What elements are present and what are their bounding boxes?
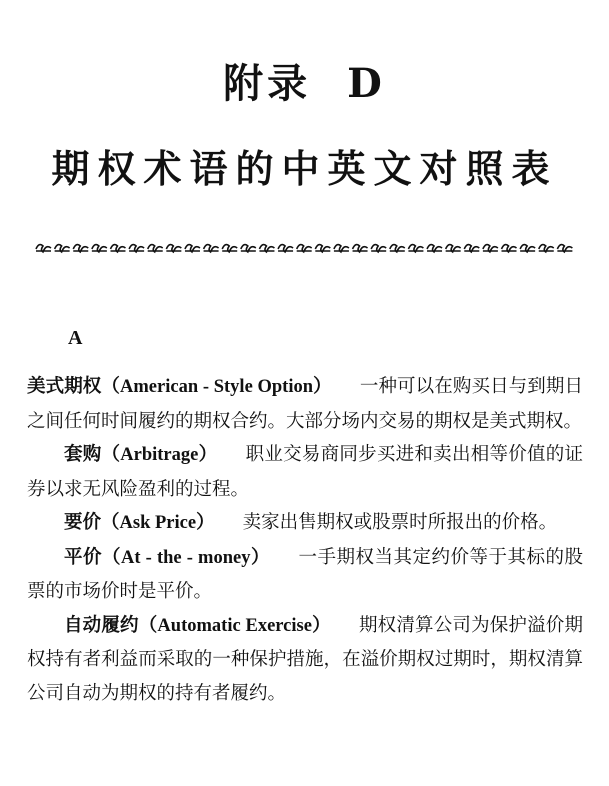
appendix-heading <box>0 52 609 109</box>
term-english: （American - Style Option） <box>101 377 332 397</box>
term-chinese: 套购 <box>64 444 102 465</box>
ornament-motif <box>278 245 293 252</box>
ornament-motif <box>166 245 181 252</box>
ornament-motif <box>222 245 237 252</box>
ornament-motif <box>129 245 144 252</box>
term-definition: 期权清算公司为保护溢价期权持有者利益而采取的一种保护措施，在溢价期权过期时，期权清算公司自动为期权的持有者履约。 <box>27 614 583 704</box>
term-english: （Automatic Exercise） <box>138 615 331 636</box>
ornament-motif <box>464 245 479 252</box>
term-definition: 职业交易商同步买进和卖出相等价值的证券以求无风险盈利的过程。 <box>27 444 583 500</box>
ornament-motif <box>483 245 498 252</box>
glossary-entries <box>27 370 583 710</box>
ornament-motif <box>55 245 70 252</box>
ornament-motif <box>539 245 554 252</box>
appendix-letter: D <box>347 60 386 107</box>
ornament-motif <box>334 245 349 252</box>
ornament-motif <box>259 245 274 252</box>
term-english: （Arbitrage） <box>101 445 218 465</box>
term-definition: 卖家出售期权或股票时所报出的价格。 <box>242 512 558 533</box>
ornament-motif <box>241 245 256 252</box>
term-english: （At - the - money） <box>102 547 270 568</box>
ornament-motif <box>520 245 535 252</box>
term-chinese: 要价 <box>64 512 102 533</box>
ornament-motif <box>427 245 442 252</box>
ornament-motif <box>185 245 200 252</box>
glossary-entry <box>27 541 583 609</box>
ornament-motif <box>502 245 517 252</box>
glossary-entry <box>27 506 583 541</box>
term-chinese: 美式期权 <box>27 376 102 397</box>
page-title: 期权术语的中英文对照表 <box>51 146 558 191</box>
ornament-motif <box>557 245 572 252</box>
ornament-motif <box>36 245 51 252</box>
ornament-motif <box>408 245 423 252</box>
appendix-label: 附录 <box>223 60 312 107</box>
ornament-motif <box>73 245 88 252</box>
glossary-entry <box>27 438 583 506</box>
glossary-entry <box>27 609 583 711</box>
term-chinese: 平价 <box>64 546 103 568</box>
term-english: （Ask Price） <box>101 513 215 533</box>
ornament-motif <box>390 245 405 252</box>
ornament-motif <box>148 245 163 252</box>
ornament-divider <box>34 236 574 256</box>
term-chinese: 自动履约 <box>64 614 139 636</box>
ornament-motif <box>297 245 312 252</box>
section-letter: A <box>68 327 83 349</box>
ornament-motif <box>110 245 125 252</box>
ornament-motif <box>204 245 219 252</box>
ornament-motif <box>315 245 330 252</box>
glossary-entry <box>27 370 583 438</box>
ornament-motif <box>371 245 386 252</box>
ornament-motif <box>446 245 461 252</box>
term-definition: 一手期权当其定约价等于其标的股票的市场价时是平价。 <box>27 546 583 602</box>
term-definition: 一种可以在购买日与到期日之间任何时间履约的期权合约。大部分场内交易的期权是美式期权。 <box>27 376 583 432</box>
ornament-motif <box>353 245 368 252</box>
ornament-motif <box>92 245 107 252</box>
